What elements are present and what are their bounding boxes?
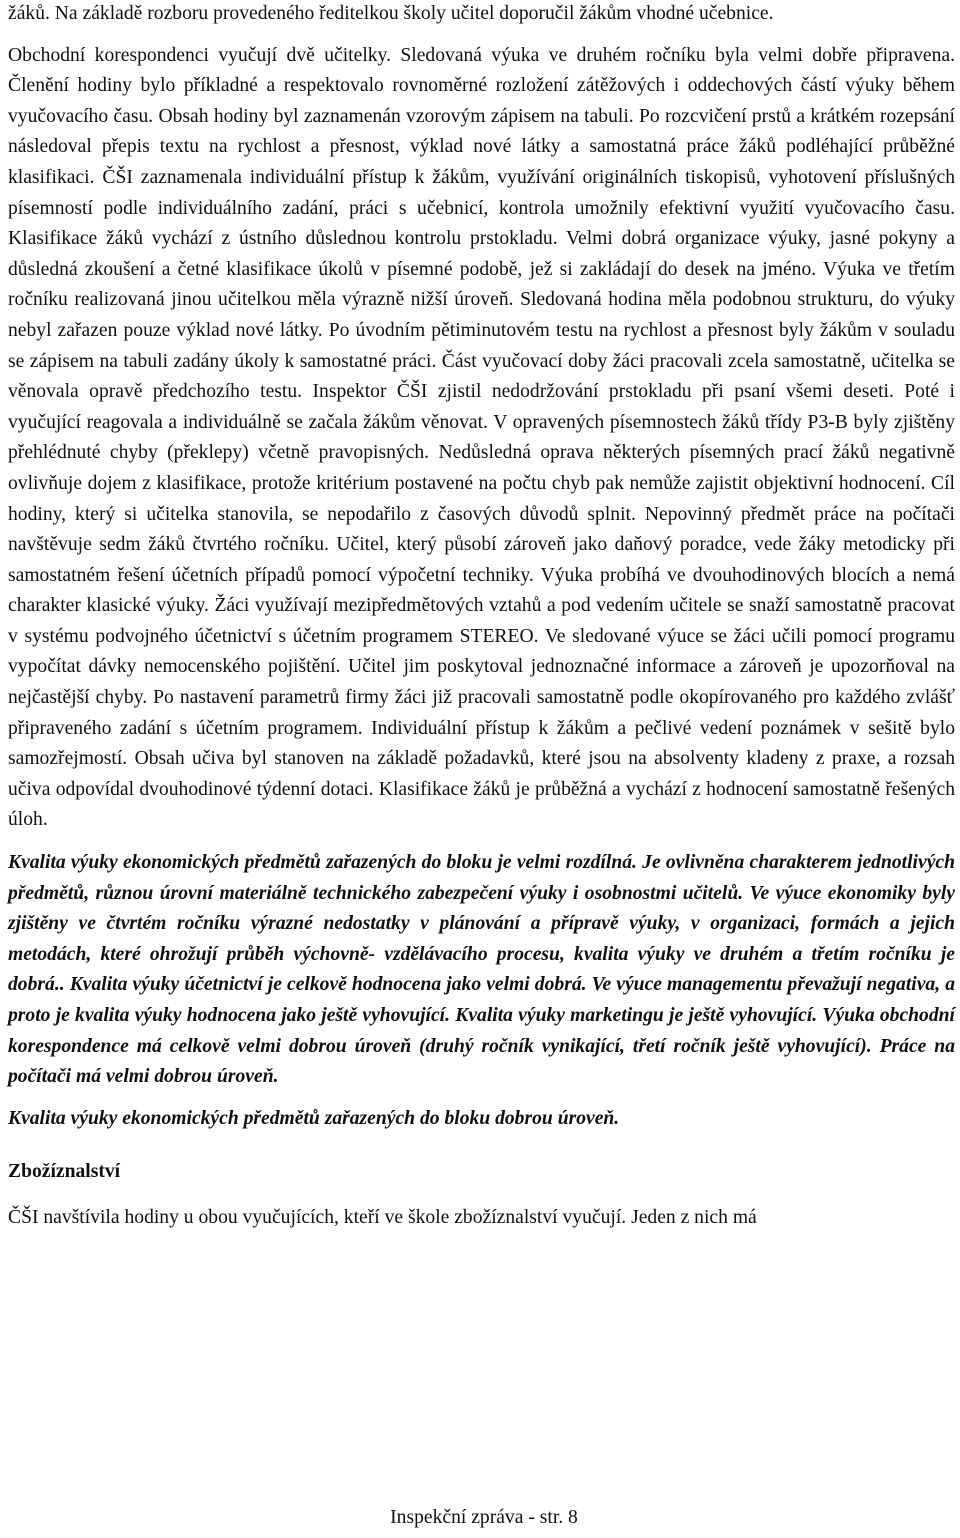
paragraph-quality-summary: Kvalita výuky ekonomických předmětů zařazených do bloku je velmi rozdílná. Je ovlivněna charakterem jednotlivých předmětů, různou úrovní materiálně technického zabezpečení výuky i osobnostmi učitelů. Ve výuce ekonomiky byly zjištěny ve čtvrtém ročníku výrazné nedostatky v plánování a přípravě výuky, v organizaci, formách a jejich metodách, které ohrožují průběh výchovně- vzdělávacího procesu, kvalita výuky ve druhém a třetím ročníku je dobrá.. Kvalita výuky účetnictví je celkově hodnocena jako velmi dobrá. Ve výuce managementu převažují negativa, a proto je kvalita výuky hodnocena jako ještě vyhovující. Kvalita výuky marketingu je ještě vyhovující. Výuka obchodní korespondence má celkově velmi dobrou úroveň (druhý ročník vynikající, třetí ročník ještě vyhovující). Práce na počítači má velmi dobrou úroveň. xyxy=(8,852,955,1088)
paragraph-business-correspondence: Obchodní korespondenci vyučují dvě učitelky. Sledovaná výuka ve druhém ročníku byla velmi dobře připravena. Členění hodiny bylo příkladné a respektovalo rovnoměrné rozložení zátěžových i oddechových částí výuky během vyučovacího času. Obsah hodiny byl zaznamenán vzorovým zápisem na tabuli. Po rozcvičení prstů a krátkém rozepsání následoval přepis textu na rychlost a přesnost, výklad nové látky a samostatná práce žáků podléhající průběžné klasifikaci. ČŠI zaznamenala individuální přístup k žákům, využívání originálních tiskopisů, vyhotovení příslušných písemností podle individuálního zadání, práci s učebnicí, kontrola umožnily efektivní využití vyučovacího času. Klasifikace žáků vychází z ústního důslednou kontrolu prstokladu. Velmi dobrá organizace výuky, jasné pokyny a důsledná zkoušení a četné klasifikace úkolů v písemné podobě, jež si zakládají do desek na jméno. Výuka ve třetím ročníku realizovaná jinou učitelkou měla výrazně nižší úroveň. Sledovaná hodina měla podobnou strukturu, do výuky nebyl zařazen pouze výklad nové látky. Po úvodním pětiminutovém testu na rychlost a přesnost byly žákům v souladu se zápisem na tabuli zadány úkoly k samostatné práci. Část vyučovací doby žáci pracovali zcela samostatně, učitelka se věnovala opravě předchozího testu. Inspektor ČŠI zjistil nedodržování prstokladu při psaní všemi deseti. Poté i vyučující reagovala a individuálně se začala žákům věnovat. V opravených písemnostech žáků třídy P3-B byly zjištěny přehlédnuté chyby (překlepy) včetně pravopisných. Nedůsledná oprava některých písemných prací žáků negativně ovlivňuje dojem z klasifikace, protože kritérium postavené na počtu chyb pak nemůže zajistit objektivní hodnocení. Cíl hodiny, který si učitelka stanovila, se nepodařilo z časových důvodů splnit. Nepovinný předmět práce na počítači navštěvuje sedm žáků čtvrtého ročníku. Učitel, který působí zároveň jako daňový poradce, vede žáky metodicky při samostatném řešení účetních případů pomocí výpočetní techniky. Výuka probíhá ve dvouhodinových blocích a nemá charakter klasické výuky. Žáci využívají mezipředmětových vztahů a pod vedením učitele se snaží samostatně pracovat v systému podvojného účetnictví s účetním programem STEREO. Ve sledované výuce se žáci učili pomocí programu vypočítat dávky nemocenského pojištění. Učitel jim poskytoval jednoznačné informace a zároveň je upozorňoval na nejčastější chyby. Po nastavení parametrů firmy žáci již pracovali samostatně podle okopírovaného pro každého zvlášť připraveného zadání s účetním programem. Individuální přístup k žákům a pečlivé vedení poznámek v sešitě bylo samozřejmostí. Obsah učiva byl stanoven na základě požadavků, které jsou na absolventy kladeny z praxe, a rozsah učiva odpovídal dvouhodinové týdenní dotaci. Klasifikace žáků je průběžná a vychází z hodnocení samostatně řešených úloh. xyxy=(8,44,955,831)
paragraph-section-intro: ČŠI navštívila hodiny u obou vyučujících, kteří ve škole zbožíznalství vyučují. Jeden z nich má xyxy=(8,1206,757,1228)
page-footer: Inspekční zpráva - str. 8 xyxy=(390,1507,578,1528)
paragraph-block-conclusion: Kvalita výuky ekonomických předmětů zařazených do bloku dobrou úroveň. xyxy=(8,1107,620,1129)
document-page xyxy=(8,0,955,1234)
section-heading: Zbožíznalství xyxy=(8,1161,121,1183)
paragraph-textbook-recommendation: žáků. Na základě rozboru provedeného ředitelkou školy učitel doporučil žákům vhodné učebnice. xyxy=(8,3,774,24)
